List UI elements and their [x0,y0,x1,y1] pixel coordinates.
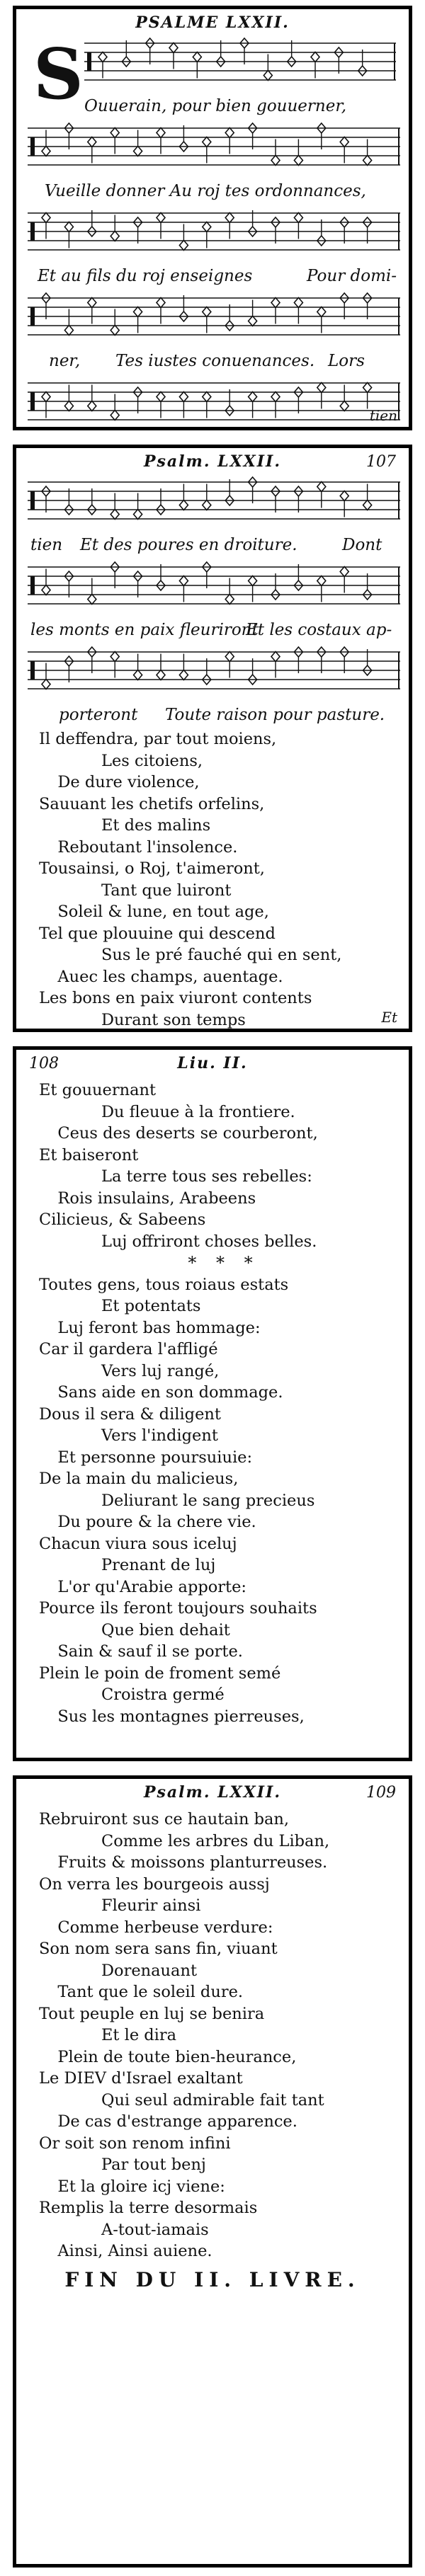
page-2 [13,445,412,1032]
verse-line: Rebo​utant l'insolence. [57,837,238,857]
note [271,573,280,600]
note [225,128,234,154]
note [42,293,50,319]
verse-line: Comme les arbres du Liban, [101,1831,330,1850]
verse-line: De cas d'estrange apparence. [57,2112,298,2131]
note [334,47,343,74]
note [294,139,302,166]
note [179,484,188,510]
verse-line: Dous il sera & diligent [39,1404,221,1424]
note [134,130,142,156]
verse-line: Tant que luiront [101,881,232,900]
note [134,654,142,680]
verse-text [16,1075,409,1727]
verse-line: Que bien dehait [101,1620,230,1639]
verse-line: Pource ils feront toujours souhaits [39,1599,317,1618]
note [179,125,188,151]
note [157,488,165,515]
clef-mark [30,661,35,680]
note [203,484,211,510]
verse-line: Il deffendra, par tout moiens, [39,730,277,748]
note [225,578,234,605]
note [317,576,326,602]
note [317,647,326,673]
lyric-line [16,534,409,559]
ornament-stars: * * * [188,1253,260,1273]
verse-line: Ceus des deserts se courberont, [57,1124,318,1143]
verse-line: Luj offriront choses belles. [101,1232,317,1251]
note [179,654,188,680]
note [294,486,302,513]
music-staff [28,290,397,350]
staff-notation [28,374,400,430]
note [64,656,73,682]
verse-line: Prenant de luj [101,1556,216,1574]
note [249,576,257,602]
verse-line: Tant que le soleil dure. [57,1983,244,2001]
note [42,392,50,418]
note [203,562,211,588]
note [363,139,372,166]
note [88,385,96,411]
lyric-line [16,350,409,374]
note [88,298,96,324]
note [88,210,96,236]
verse-line: Toutes gens, tous roiaus estats [39,1275,289,1294]
note [340,385,348,411]
note [317,219,326,246]
verse-line: Vers luj rangé, [101,1361,220,1380]
note [363,573,372,600]
note [122,40,130,67]
note [64,222,73,248]
note [311,52,319,79]
verse-line: Chacun viura sous iceluj [39,1534,237,1553]
note [110,562,119,588]
music-staff [28,643,397,704]
page-1 [13,6,412,430]
note [134,217,142,244]
note [340,647,348,673]
note [358,50,367,76]
running-title: Liu. II. [177,1054,248,1072]
note [42,130,50,156]
note [64,385,73,411]
note [110,493,119,520]
verse-line: Et des malins [101,816,211,835]
verse-line: Du poure & la chere vie. [57,1513,256,1531]
verse-line: Tout peuple en luj se benira [39,2004,265,2023]
note [225,304,234,331]
lyric-text: Vueille donner Au roj tes ordonnances, [45,182,366,200]
note [134,387,142,413]
verse-line: Les bons en paix viuront contents [39,989,312,1007]
verse-line: De dure violence, [57,773,200,791]
note [271,392,280,418]
lyric-line [16,619,409,643]
lyric-text: les monts en paix fleuriront [30,621,259,639]
note [179,576,188,602]
verse-line: Tousainsi, o Roj, t'aimeront, [39,859,265,878]
note [340,217,348,244]
lyric-text: Tes iustes conuenances. [115,352,315,370]
note [203,222,211,248]
note [64,488,73,515]
staff-notation [28,643,400,704]
verse-line: Et baiseront [39,1145,139,1164]
verse-line: Du fleuue à la frontiere. [101,1102,295,1121]
note [42,569,50,595]
note [294,564,302,590]
note [157,654,165,680]
page-header [16,448,409,474]
note [271,486,280,513]
verse-line: Plein le poin de froment semé [39,1664,281,1683]
note [271,217,280,244]
staff-notation [28,120,400,181]
note [249,300,257,326]
note [340,491,348,517]
note [88,137,96,164]
note [363,484,372,510]
note [42,486,50,513]
verse-line: Dorenauant [101,1961,197,1980]
lyric-text: Et les costaux ap- [246,621,392,639]
verse-line: Rois insulains, Arabeens [57,1189,256,1208]
verse-line: De la main du malicieus, [39,1470,239,1488]
note [271,298,280,324]
music-staff [28,374,397,430]
lyric-text: Pour domi- [307,267,397,285]
verse-line: Plein de toute bien-heurance, [57,2047,297,2066]
note [249,392,257,418]
verse-line: Cilicieus, & Sabeens [39,1210,206,1229]
note [157,128,165,154]
page-header [16,1050,409,1075]
note [42,213,50,239]
page-header [16,9,409,35]
note [317,383,326,409]
note [225,389,234,416]
clef-mark [30,307,35,326]
verse-line: Luj feront bas hommage: [57,1318,261,1337]
verse-text [16,1804,409,2262]
running-title: Psalm. LXXII. [144,452,281,471]
note [363,649,372,675]
note [271,652,280,678]
verse-line: Et gouuernant [39,1081,157,1099]
note [294,647,302,673]
page-3 [13,1046,412,1761]
music-staff [28,120,397,181]
running-title: PSALME LXXII. [135,13,290,32]
verse-line: A-tout-iamais [101,2220,209,2239]
note [193,52,201,79]
note [249,210,257,236]
lyric-text: Ouuerain, pour bien gouuerner, [84,97,347,115]
verse-line: Les citoiens, [101,751,203,770]
note [64,123,73,149]
verse-line [39,1031,409,1032]
note [157,392,165,418]
end-of-book-title: FIN DU II. LIVRE. [64,2267,361,2291]
note [340,293,348,319]
verse-line: Vers l'indigent [101,1426,218,1445]
verse-text [16,728,409,1032]
verse-line: L'or qu'Arabie apporte: [57,1577,246,1596]
catchword: Et [381,1009,397,1026]
clef-mark [30,576,35,595]
note [225,213,234,239]
note [225,479,234,505]
note [203,658,211,685]
verse-line: Sus les montagnes pierreuses, [57,1707,305,1726]
lyric-line [16,265,409,290]
music-staff [28,474,397,534]
note [294,387,302,413]
verse-line: Son nom sera sans fin, viuant [39,1940,278,1958]
note [42,663,50,689]
note [146,38,154,64]
note [157,213,165,239]
verse-line: Remplis la terre desormais [39,2199,258,2217]
note [64,309,73,336]
clef-mark [30,491,35,510]
music-staff [28,559,397,619]
note [134,307,142,333]
verse-line: On verra les bourgeois aussj [39,1874,270,1894]
note [294,298,302,324]
page-number-left: 108 [29,1055,59,1072]
lyric-text: Dont [342,536,382,554]
note [179,224,188,251]
verse-line: Fleurir ainsi [101,1896,201,1915]
verse-line: Et potentats [101,1297,201,1315]
staff-notation [84,35,396,96]
verse-line: Deliurant le sang precieus [101,1491,315,1510]
page-number-right: 107 [366,453,396,471]
note [110,652,119,678]
note [317,123,326,149]
note [110,128,119,154]
lyric-line [16,181,409,205]
verse-line: Sans aide en son dommage. [57,1383,283,1402]
note [88,647,96,673]
verse-line: Et le dira [101,2026,177,2044]
clef-mark [87,52,91,71]
verse-line: Durant son temps [101,1010,246,1029]
clef-mark [30,222,35,241]
note [363,383,372,409]
staff-notation [28,559,400,619]
note [134,493,142,520]
music-staff [84,35,397,96]
lyric-text: porteront [59,706,138,724]
note [317,307,326,333]
note [249,658,257,685]
note [294,213,302,239]
verse-line: Sauuant les chetifs orfelins, [39,794,265,813]
verse-line: Soleil & lune, en tout age, [57,903,269,921]
note [110,309,119,336]
verse-line: Fruits & moissons planturreuses. [57,1853,328,1872]
verse-line: Rebruiront sus ce hautain ban, [39,1810,290,1828]
staff-notation [28,474,400,534]
lyric-text: Et au fils du roj enseignes [38,267,253,285]
note [88,578,96,605]
lyric-text: Et des poures en droiture. [80,536,298,554]
lyric-text: Toute raison pour pasture. [165,706,385,724]
lyric-text: tien [30,536,63,554]
note [203,137,211,164]
note [249,123,257,149]
page-header [16,1779,409,1804]
note [363,217,372,244]
note [88,488,96,515]
note [169,43,178,69]
verse-line: Car il gardera l'affligé [39,1340,218,1358]
note [317,482,326,508]
verse-line: Auec les champs, auentage. [57,967,283,986]
verse-line: Par tout benj [101,2156,206,2174]
page-number-right: 109 [366,1784,396,1802]
note [203,392,211,418]
verse-line: Sus le pré fauché qui en sent, [101,946,342,964]
note [157,298,165,324]
lyric-line [16,704,409,728]
note [110,394,119,420]
staff-notation [28,290,400,350]
verse-line: Or soit son renom infini [39,2134,231,2153]
note [157,564,165,590]
note [225,652,234,678]
lyric-text: Lors [328,352,365,370]
note [288,40,296,67]
note [134,571,142,597]
verse-line: Sain & sauf il se porte. [57,1642,243,1661]
note [64,571,73,597]
verse-line: Le DIEV d'Israel exaltant [39,2069,243,2088]
drop-cap-initial: S [33,34,84,115]
running-title: Psalm. LXXII. [144,1783,281,1802]
note [249,477,257,503]
verse-line: Croistra germé [101,1685,225,1704]
music-staff [28,205,397,265]
note [179,295,188,321]
page-4 [13,1775,412,2568]
note [203,307,211,333]
note [271,139,280,166]
note [340,567,348,593]
verse-line: La terre tous ses rebelles: [101,1167,312,1186]
verse-line: Tel que plouuine qui descend [39,924,276,943]
staff-notation [28,205,400,265]
note [363,293,372,319]
verse-line: Et la gloire icj viene: [57,2177,225,2196]
note [240,38,249,64]
verse-line: Qui seul admirable fait tant [101,2090,324,2110]
clef-mark [30,137,35,156]
note [340,137,348,164]
note [98,52,107,79]
verse-line: Comme herbeuse verdure: [57,1918,273,1937]
note [217,40,225,67]
verse-line: Ainsi, Ainsi auiene. [57,2242,212,2260]
note [264,55,272,81]
clef-mark [30,392,35,411]
lyric-text: ner, [49,352,81,370]
catchword: tien [369,407,397,424]
lyric-line [16,96,409,120]
verse-line: Et personne poursuiuie: [57,1448,253,1467]
note [110,215,119,241]
note [179,392,188,418]
